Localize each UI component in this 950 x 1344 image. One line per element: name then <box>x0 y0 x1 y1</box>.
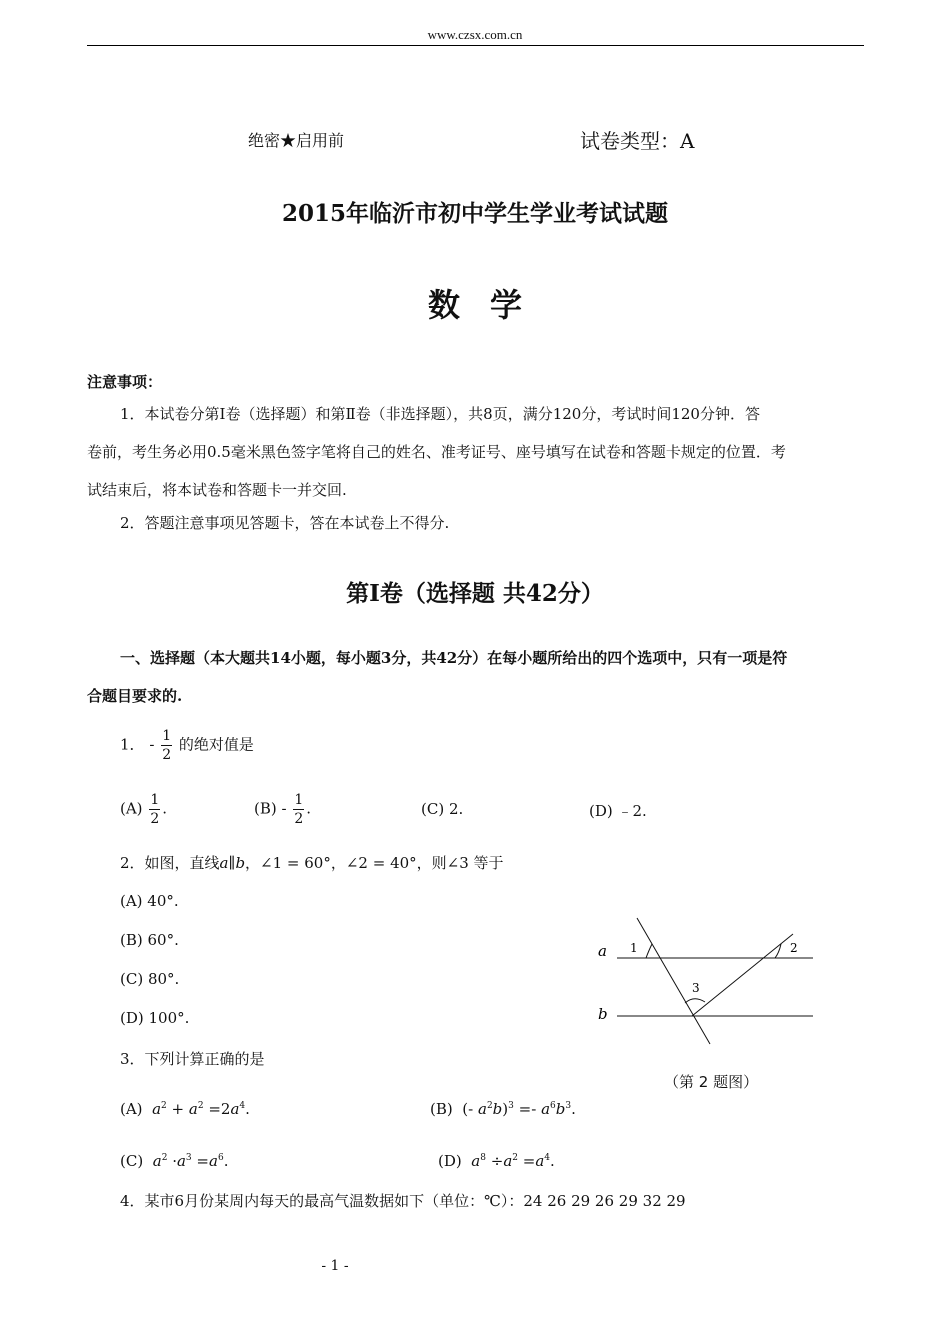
question-2-figure <box>585 905 825 1055</box>
numerator: 1 <box>294 792 304 808</box>
operator: · <box>167 1152 177 1170</box>
angle-1-arc <box>646 944 652 958</box>
exponent: 6 <box>550 1101 556 1111</box>
option-label: (D) <box>438 1152 462 1170</box>
numerator: 1 <box>162 728 172 744</box>
exponent: 3 <box>565 1101 572 1111</box>
var: a <box>503 1152 513 1170</box>
question-2-option-c: (C) 80°. <box>120 970 180 988</box>
exam-title: 2015年临沂市初中学生学业考试试题 <box>281 200 668 227</box>
parallel-sign: ∥ <box>228 854 236 872</box>
option-label: (B) <box>430 1100 453 1118</box>
operator: ÷ <box>485 1152 504 1170</box>
var-b: b <box>235 854 246 872</box>
var: a <box>471 1152 481 1170</box>
question-1-option-a <box>120 791 167 828</box>
exponent: 6 <box>217 1153 224 1163</box>
option-label: (C) <box>120 1152 144 1170</box>
var: b <box>492 1100 503 1118</box>
exponent: 3 <box>508 1101 514 1111</box>
stem-text: 的绝对值是 <box>178 735 254 754</box>
minus-sign: - <box>281 799 287 818</box>
operator: =- <box>513 1100 542 1118</box>
angle-3-label: 3 <box>692 981 700 995</box>
var: a <box>209 1152 218 1170</box>
operator: (- <box>462 1100 478 1118</box>
question-3-stem: 3．下列计算正确的是 <box>120 1050 265 1068</box>
note-item-1-line-1: 1．本试卷分第Ⅰ卷（选择题）和第Ⅱ卷（非选择题），共8页，满分120分，考试时间120分钟．答 <box>120 405 760 423</box>
question-3-option-a <box>120 1100 250 1118</box>
angle-1-label: 1 <box>630 941 638 955</box>
exponent: 2 <box>197 1101 204 1111</box>
var: a <box>477 1100 487 1118</box>
var-a: a <box>219 854 229 872</box>
page-number: - 1 - <box>321 1258 349 1274</box>
confidential-mark: 绝密★启用前 <box>248 131 345 150</box>
question-3-option-b <box>430 1100 576 1118</box>
transversal-2 <box>692 934 793 1016</box>
note-item-1-line-3: 试结束后，将本试卷和答题卡一并交回. <box>87 481 347 499</box>
note-item-2: 2．答题注意事项见答题卡，答在本试卷上不得分. <box>120 514 450 532</box>
angle-2-label: 2 <box>790 941 798 955</box>
question-1-option-d: (D) ﹣2. <box>589 802 647 820</box>
question-2-stem <box>120 852 504 873</box>
minus-sign: - <box>149 735 155 754</box>
operator: = <box>518 1152 536 1170</box>
period: . <box>162 799 168 818</box>
denominator: 2 <box>162 747 172 763</box>
exponent: 8 <box>480 1153 486 1163</box>
question-1-option-c: (C) 2. <box>421 800 464 818</box>
exponent: 3 <box>185 1153 192 1163</box>
var: a <box>152 1100 162 1118</box>
var: a <box>230 1100 240 1118</box>
angle-3-arc <box>685 999 705 1003</box>
label-b: b <box>598 1005 608 1023</box>
operator: + <box>166 1100 189 1118</box>
question-number: 1． <box>120 735 145 754</box>
question-4-stem: 4．某市6月份某周内每天的最高气温数据如下（单位：℃）：24 26 29 26 29 32 29 <box>120 1192 686 1210</box>
instructions-line-2: 合题目要求的. <box>87 687 183 705</box>
stem-text: 2．如图，直线 <box>120 854 220 872</box>
question-2-option-d: (D) 100°. <box>120 1009 190 1027</box>
stem-text-rest: ，∠1 = 60°，∠2 = 40°，则∠3 等于 <box>245 854 504 872</box>
var: a <box>541 1100 551 1118</box>
var: a <box>176 1152 186 1170</box>
header-rule <box>87 45 864 46</box>
figure-caption: （第 2 题图） <box>664 1073 759 1091</box>
option-label: (A) <box>120 1100 143 1118</box>
question-1-stem <box>120 727 254 764</box>
paper-type: 试卷类型：A <box>580 129 695 153</box>
period: . <box>571 1100 576 1118</box>
period: . <box>223 1152 229 1170</box>
notes-heading: 注意事项： <box>87 373 163 391</box>
exponent: 2 <box>486 1101 493 1111</box>
section-heading: 第Ⅰ卷（选择题 共42分） <box>346 580 604 607</box>
fraction <box>293 791 304 828</box>
var: a <box>535 1152 545 1170</box>
question-2-option-b: (B) 60°. <box>120 931 179 949</box>
subject-title: 数学 <box>427 286 552 324</box>
denominator: 2 <box>150 811 160 827</box>
header-url: www.czsx.com.cn <box>427 27 523 42</box>
fraction <box>161 727 172 764</box>
option-label: (A) <box>120 799 143 818</box>
exponent: 4 <box>239 1101 246 1111</box>
period: . <box>306 799 312 818</box>
exponent: 2 <box>512 1153 518 1163</box>
denominator: 2 <box>294 811 304 827</box>
exponent: 2 <box>161 1101 167 1111</box>
question-3-option-d <box>438 1152 555 1170</box>
exponent: 4 <box>544 1153 551 1163</box>
question-2-option-a: (A) 40°. <box>120 892 179 910</box>
numerator: 1 <box>150 792 160 808</box>
question-3-option-c <box>120 1152 228 1170</box>
label-a: a <box>598 942 607 960</box>
note-item-1-line-2: 卷前，考生务必用0.5毫米黑色签字笔将自己的姓名、准考证号、座号填写在试卷和答题卡规定的位置．考 <box>87 443 786 461</box>
instructions-line-1: 一、选择题（本大题共14小题，每小题3分，共42分）在每小题所给出的四个选项中，只有一项是符 <box>120 649 788 667</box>
period: . <box>550 1152 555 1170</box>
period: . <box>245 1100 250 1118</box>
operator: =2 <box>203 1100 231 1118</box>
fraction <box>149 791 160 828</box>
exponent: 2 <box>161 1153 168 1163</box>
option-label: (B) <box>254 799 277 818</box>
var: a <box>152 1152 162 1170</box>
paren: ) <box>502 1100 509 1118</box>
var: b <box>555 1100 566 1118</box>
var: a <box>188 1100 198 1118</box>
question-1-option-b <box>254 791 311 828</box>
operator: = <box>191 1152 209 1170</box>
